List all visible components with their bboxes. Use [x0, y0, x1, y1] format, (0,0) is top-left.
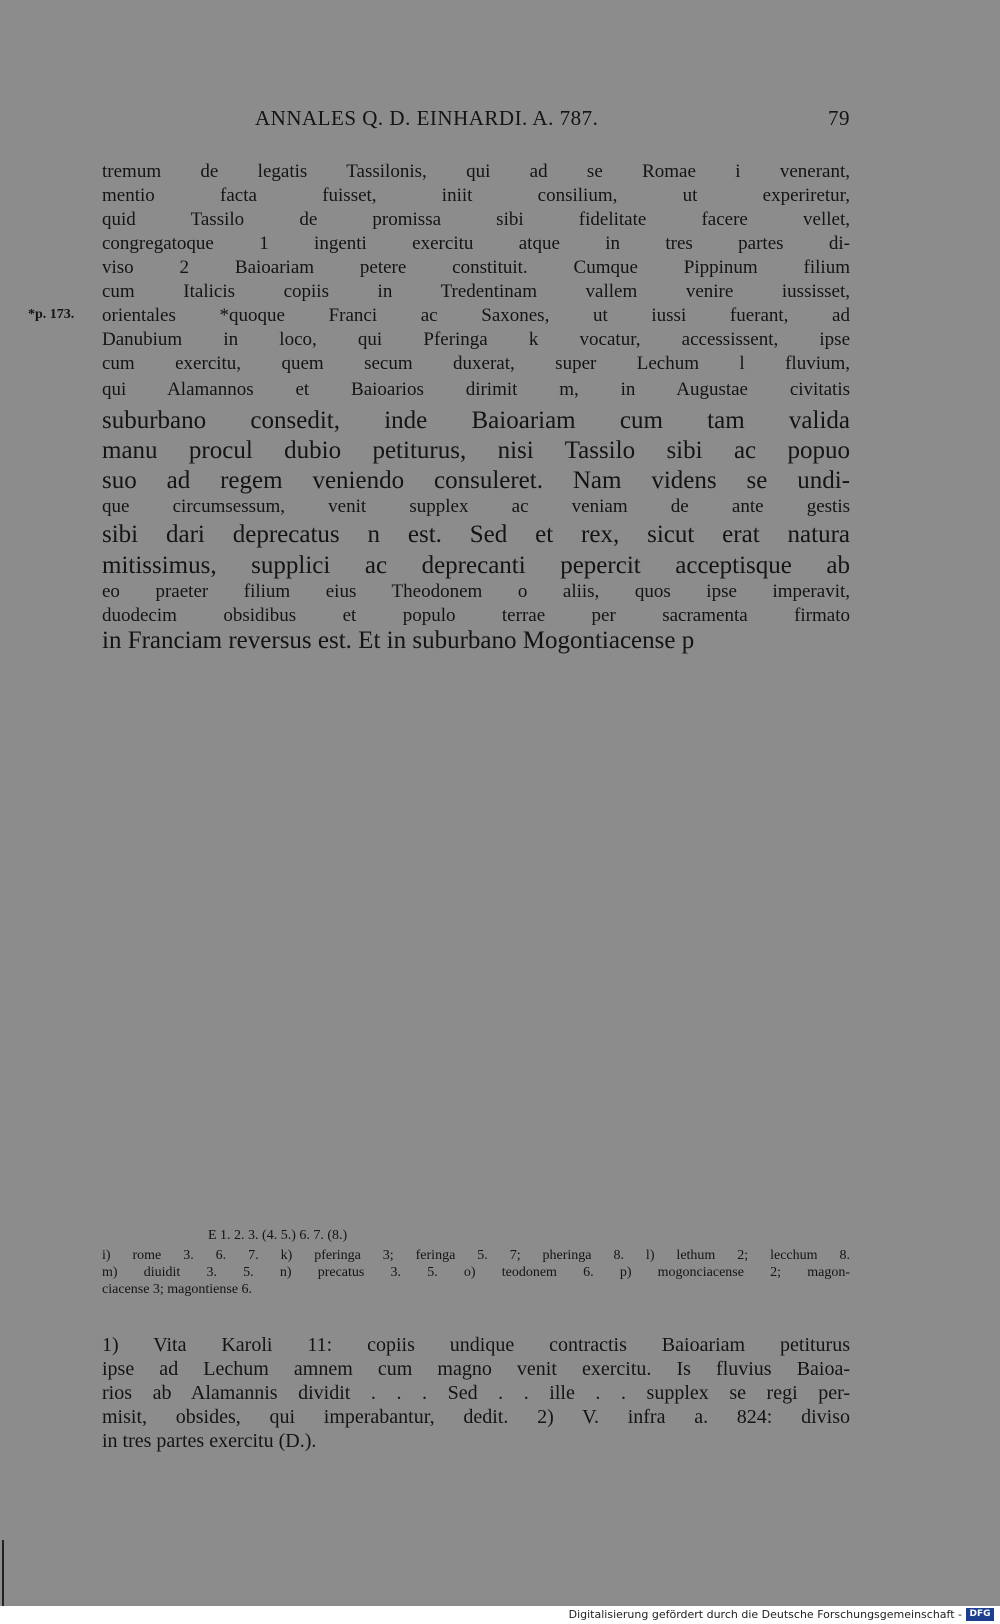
dfg-logo-icon: DFG [966, 1608, 994, 1621]
variant-line: ciacense 3; magontiense 6. [102, 1282, 253, 1297]
running-title: ANNALES Q. D. EINHARDI. A. 787. [255, 106, 599, 130]
manuscript-sigla: E 1. 2. 3. (4. 5.) 6. 7. (8.) [208, 1228, 348, 1243]
text-line: duodecim obsidibus et populo terrae per sacramenta firmato [102, 605, 850, 626]
margin-page-reference: *p. 173. [28, 307, 75, 322]
page-number: 79 [828, 106, 850, 130]
variant-line: m) diuidit 3. 5. n) precatus 3. 5. o) teodonem 6. p) mogonciacense 2; magon- [102, 1265, 850, 1280]
text-line: suo ad regem veniendo consuleret. Nam videns se undi- [102, 467, 850, 494]
text-line: manu procul dubio petiturus, nisi Tassilo sibi ac popuo [102, 437, 850, 464]
note-line: misit, obsides, qui imperabantur, dedit. 2) V. infra a. 824: diviso [102, 1406, 850, 1428]
scan-edge-line [2, 1540, 4, 1610]
text-line: mentio facta fuisset, iniit consilium, ut experiretur, [102, 185, 850, 206]
text-line: cum Italicis copiis in Tredentinam vallem venire iussisset, [102, 281, 850, 302]
footer-credit: Digitalisierung gefördert durch die Deutsche Forschungsgemeinschaft - [568, 1608, 962, 1621]
text-line: Danubium in loco, qui Pferinga k vocatur, accessissent, ipse [102, 329, 850, 350]
text-line: cum exercitu, quem secum duxerat, super Lechum l fluvium, [102, 353, 850, 374]
note-line: in tres partes exercitu (D.). [102, 1430, 317, 1452]
text-line: tremum de legatis Tassilonis, qui ad se Romae i venerant, [102, 161, 850, 182]
text-line: viso 2 Baioariam petere constituit. Cumque Pippinum filium [102, 257, 850, 278]
text-line: congregatoque 1 ingenti exercitu atque in tres partes di- [102, 233, 850, 254]
text-line: que circumsessum, venit supplex ac veniam de ante gestis [102, 496, 850, 517]
text-line: eo praeter filium eius Theodonem o aliis, quos ipse imperavit, [102, 581, 850, 602]
text-line: quid Tassilo de promissa sibi fidelitate facere vellet, [102, 209, 850, 230]
note-line: ipse ad Lechum amnem cum magno venit exercitu. Is fluvius Baioa- [102, 1358, 850, 1380]
text-line: in Franciam reversus est. Et in suburbano Mogontiacense p [102, 627, 695, 654]
text-line: qui Alamannos et Baioarios dirimit m, in Augustae civitatis [102, 379, 850, 400]
variant-line: i) rome 3. 6. 7. k) pferinga 3; feringa 5. 7; pheringa 8. l) lethum 2; lecchum 8. [102, 1248, 850, 1263]
running-header [100, 106, 850, 136]
text-line: orientales *quoque Franci ac Saxones, ut iussi fuerant, ad [102, 305, 850, 326]
text-line: mitissimus, supplici ac deprecanti pepercit acceptisque ab [102, 552, 850, 579]
text-line: sibi dari deprecatus n est. Sed et rex, sicut erat natura [102, 521, 850, 548]
note-line: rios ab Alamannis dividit . . . Sed . . ille . . supplex se regi per- [102, 1382, 850, 1404]
text-line: suburbano consedit, inde Baioariam cum tam valida [102, 407, 850, 434]
note-line: 1) Vita Karoli 11: copiis undique contractis Baioariam petiturus [102, 1334, 850, 1356]
